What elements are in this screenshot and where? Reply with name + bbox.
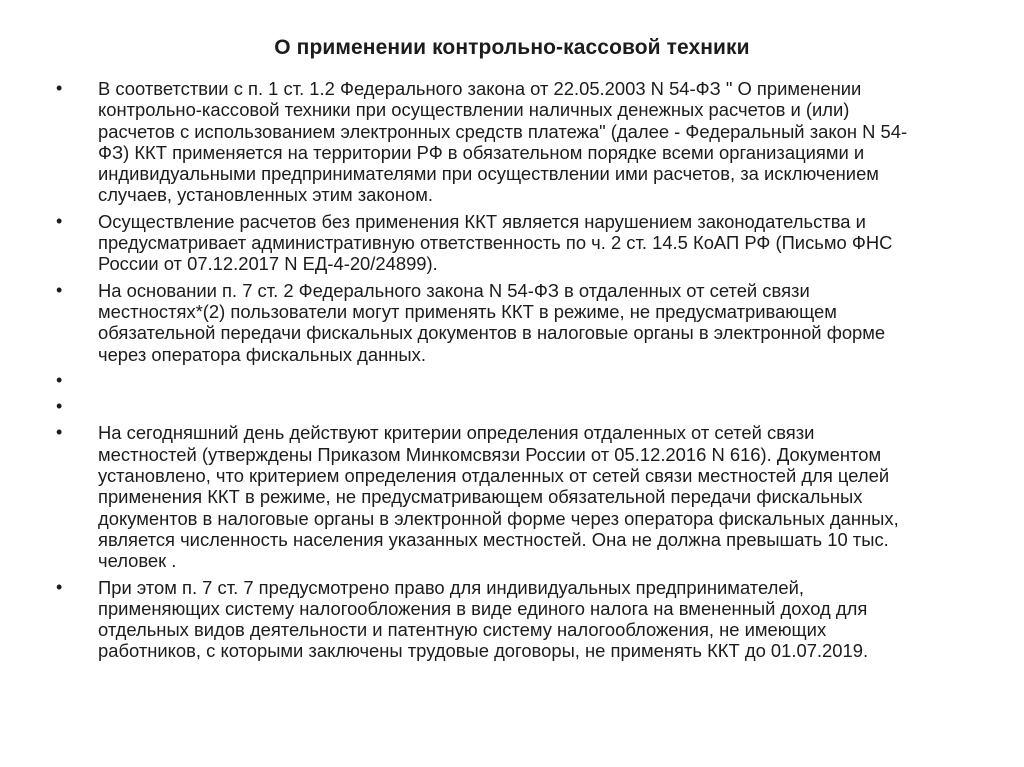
bullet-text: В соответствии с п. 1 ст. 1.2 Федерального закона от 22.05.2003 N 54-ФЗ " О применении контрольно-кассовой техники при осуществлении наличных денежных расчетов и (или) расчетов с использованием электронных средств платежа" (далее - Федеральный закон N 54- ФЗ) ККТ применяется на территории РФ в обязательном порядке всеми организациями и индивидуальными предпринимателями при осуществлении ими расчетов, за исключением случаев, установленных этим законом. <box>98 78 908 206</box>
bullet-text: При этом п. 7 ст. 7 предусмотрено право для индивидуальных предпринимателей, применяющих систему налогообложения в виде единого налога на вмененный доход для отдельных видов деятельности и патентную систему налогообложения, не имеющих работников, с которыми заключены трудовые договоры, не применять ККТ до 01.07.2019. <box>98 576 869 662</box>
bullet-item <box>56 280 956 365</box>
bullet-dot: • <box>56 422 63 443</box>
bullet-dot: • <box>56 369 63 390</box>
bullet-text: На основании п. 7 ст. 2 Федерального закона N 54-ФЗ в отдаленных от сетей связи местностях*(2) пользователи могут применять ККТ в режиме, не предусматривающем обязательной передачи фискальных документов в налоговые органы в электронной форме через оператора фискальных данных. <box>98 279 886 365</box>
bullet-item-empty <box>56 370 956 391</box>
bullet-item <box>56 577 956 662</box>
bullet-item <box>56 422 956 571</box>
bullet-list <box>56 78 956 667</box>
bullet-text: На сегодняшний день действуют критерии определения отдаленных от сетей связи местностей (утверждены Приказом Минкомсвязи России от 05.12.2016 N 616). Документом установлено, что критерием определения отдаленных от сетей связи местностей для целей применения ККТ в режиме, не предусматривающем обязательной передачи фискальных документов в налоговые органы в электронной форме через оператора фискальных данных, является численность населения указанных местностей. Она не должна превышать 10 тыс. человек . <box>98 422 899 572</box>
bullet-dot: • <box>56 210 63 231</box>
bullet-dot: • <box>56 396 63 417</box>
bullet-dot: • <box>56 576 63 597</box>
bullet-dot: • <box>56 279 63 300</box>
bullet-item <box>56 211 956 275</box>
bullet-item-empty <box>56 396 956 417</box>
bullet-text: Осуществление расчетов без применения ККТ является нарушением законодательства и предусматривает административную ответственность по ч. 2 ст. 14.5 КоАП РФ (Письмо ФНС России от 07.12.2017 N ЕД-4-20/24899). <box>98 210 893 275</box>
bullet-item <box>56 78 956 206</box>
bullet-dot: • <box>56 78 63 98</box>
slide-title: О применении контрольно-кассовой техники <box>274 36 750 59</box>
